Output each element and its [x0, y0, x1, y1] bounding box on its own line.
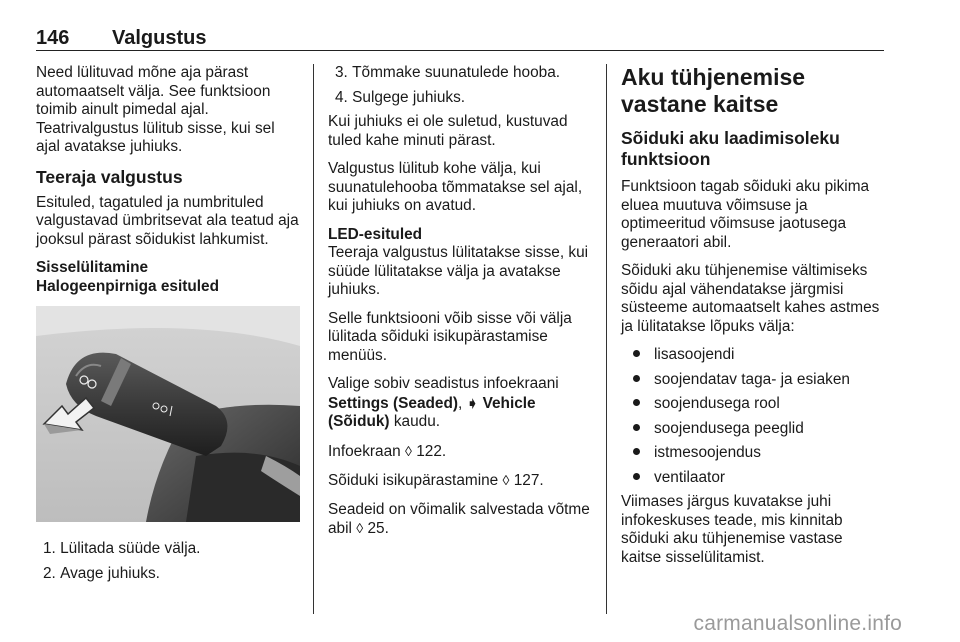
- list-item: 3. Tõmmake suunatulede hooba.: [335, 64, 561, 81]
- bullet-icon: [633, 448, 640, 455]
- paragraph: Selle funktsiooni võib sisse või välja lülitada sõiduki isikupärastamise menüüs.: [328, 309, 572, 364]
- bullet-icon: [633, 375, 640, 382]
- reference-icon: ◊: [405, 442, 412, 459]
- paragraph: Valige sobiv seadistus infoekraani Settings (Seaded), ➧ Vehicle (Sõiduk) kaudu.: [328, 375, 559, 430]
- paragraph: Teatrivalgustus lülitub sisse, kui sel ajal avatakse juhiuks.: [36, 119, 275, 155]
- page-header: [36, 26, 884, 51]
- list-item: 4. Sulgege juhiuks.: [335, 88, 466, 106]
- list-item: 1. Lülitada süüde välja.: [43, 540, 201, 557]
- paragraph: Esituled, tagatuled ja numbrituled valgustavad ümbritsevat ala teatud aja jooksul pärast sõidukist lahkumist.: [36, 193, 299, 248]
- list-item: istmesoojendus: [621, 444, 887, 463]
- list-item: soojendatav taga- ja esiaken: [621, 371, 887, 390]
- paragraph: Viimases järgus kuvatakse juhi infokeskuses teade, mis kinnitab sõiduki aku tühjenemise vastase kaitse sisselülitamist.: [621, 493, 843, 566]
- list-item: soojendusega rool: [621, 395, 887, 414]
- section-heading: Teeraja valgustus: [36, 166, 183, 187]
- page-title: Valgustus: [112, 27, 207, 49]
- turn-signal-lever-image: [36, 306, 300, 522]
- page-reference[interactable]: Seadeid on võimalik salvestada võtme abil ◊ 25.: [328, 500, 590, 537]
- reference-icon: ◊: [356, 520, 364, 536]
- bullet-list: [621, 346, 887, 487]
- lever-illustration: [36, 306, 300, 522]
- section-subtitle: Sõiduki aku laadimisoleku funktsioon: [621, 128, 840, 169]
- page-reference[interactable]: Infoekraan ◊ 122.: [328, 442, 447, 460]
- column-left: [36, 64, 300, 589]
- bullet-icon: [633, 399, 640, 406]
- subheading: Halogeenpirniga esituled: [36, 277, 220, 295]
- subheading: LED-esituled: [328, 225, 423, 243]
- arrow-right-icon: ➧: [466, 394, 479, 411]
- column-middle: [328, 64, 594, 549]
- watermark: carmanualsonline.info: [693, 612, 902, 635]
- column-divider: [313, 64, 314, 614]
- page-number: 146: [36, 27, 70, 49]
- paragraph: Valgustus lülitub kohe välja, kui suunatulehooba tõmmatakse sel ajal, kui juhiuks on avatud.: [328, 160, 583, 214]
- column-right: [621, 64, 887, 577]
- step-list: [328, 64, 594, 107]
- menu-path-vehicle: Vehicle (Sõiduk): [328, 394, 536, 430]
- paragraph: Teeraja valgustus lülitatakse sisse, kui süüde lülitatakse välja ja avatakse juhiuks.: [328, 244, 589, 298]
- page-reference[interactable]: Sõiduki isikupärastamine ◊ 127.: [328, 472, 544, 489]
- menu-path-settings: Settings (Seaded): [328, 394, 458, 412]
- bullet-icon: [633, 473, 640, 480]
- bullet-icon: [633, 424, 640, 431]
- subheading: Sisselülitamine: [36, 259, 149, 276]
- section-title: Aku tühjenemise vastane kaitse: [621, 64, 806, 117]
- list-item: lisasoojendi: [621, 346, 887, 365]
- list-item: soojendusega peeglid: [621, 420, 887, 439]
- list-item: 2. Avage juhiuks.: [43, 564, 160, 582]
- paragraph: Funktsioon tagab sõiduki aku pikima eluea muutuva võimsuse ja optimeeritud võimsuse jaotusega generaatori abil.: [621, 178, 870, 251]
- step-list: [36, 540, 300, 583]
- paragraph: Need lülituvad mõne aja pärast automaatselt välja. See funktsioon toimib ainult pimedal ajal.: [36, 64, 271, 118]
- paragraph: Sõiduki aku tühjenemise vältimiseks sõidu ajal vähendatakse järgmisi süsteeme automaatselt kahes astmes ja lülitatakse lõpuks välja:: [621, 262, 880, 335]
- reference-icon: ◊: [502, 472, 510, 488]
- bullet-icon: [633, 350, 640, 357]
- column-divider: [606, 64, 607, 614]
- list-item: ventilaator: [621, 469, 887, 488]
- paragraph: Kui juhiuks ei ole suletud, kustuvad tuled kahe minuti pärast.: [328, 113, 568, 149]
